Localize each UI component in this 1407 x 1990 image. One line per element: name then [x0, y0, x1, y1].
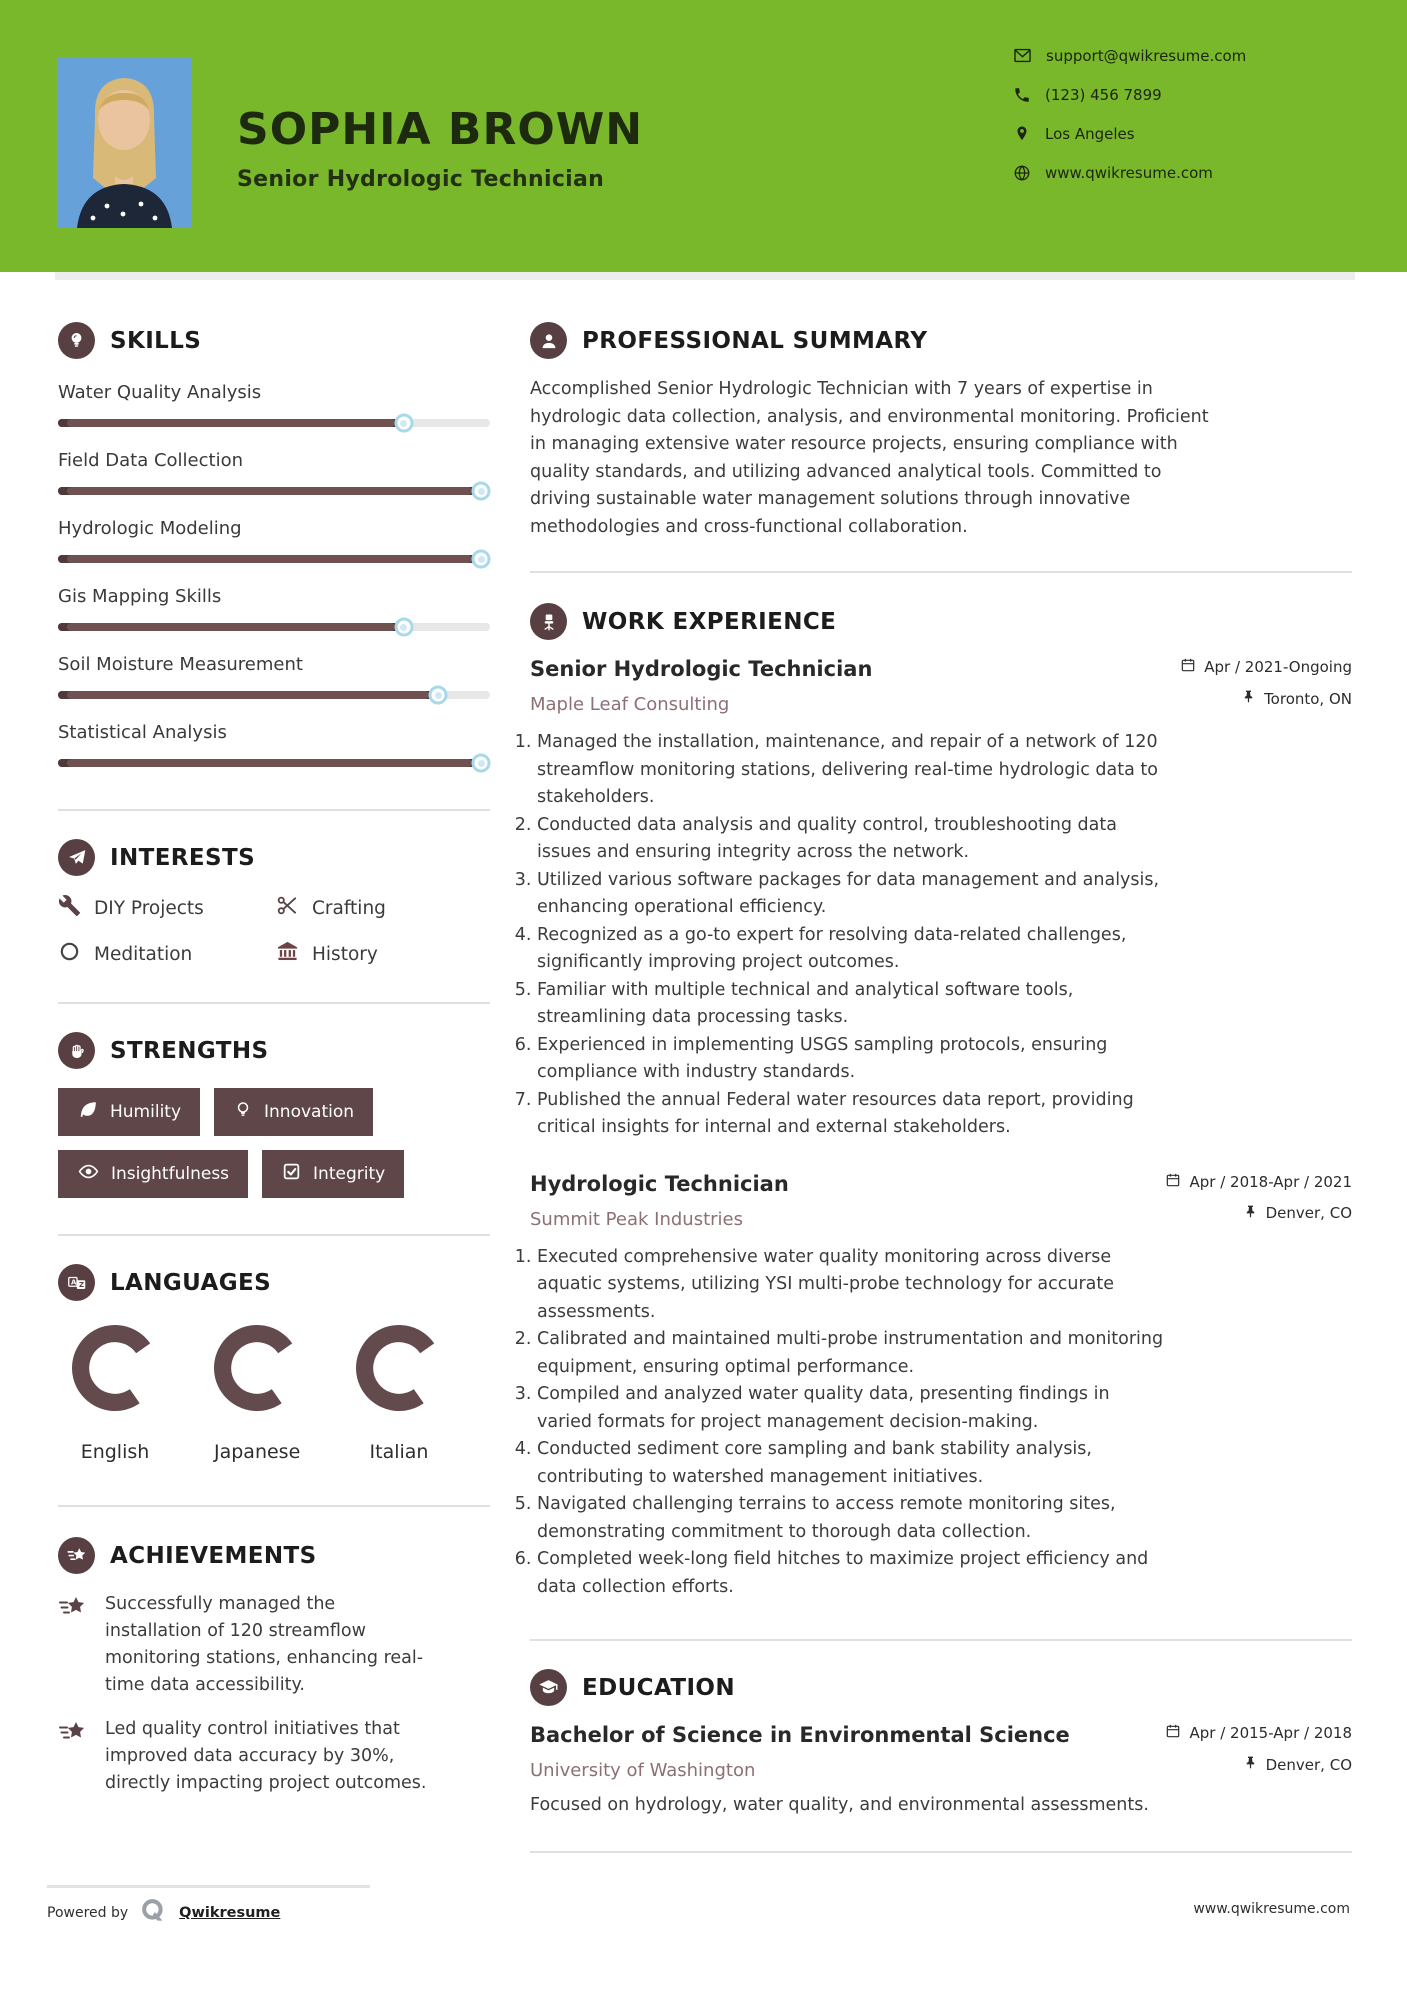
contact-website-text: www.qwikresume.com [1045, 164, 1213, 182]
skill-slider-handle[interactable] [472, 754, 491, 773]
strengths-heading: STRENGTHS [110, 1037, 269, 1064]
pushpin-icon [1243, 1755, 1258, 1774]
svg-text:A: A [70, 1277, 76, 1286]
achievement-text: Led quality control initiatives that improved data accuracy by 30%, directly impacting project outcomes. [105, 1719, 427, 1793]
job-header [530, 657, 1352, 715]
person-icon [530, 322, 567, 359]
education-section-heading [530, 1669, 1352, 1706]
skill-slider [58, 623, 490, 631]
contact-phone-text: (123) 456 7899 [1045, 86, 1162, 104]
pushpin-icon [1243, 1204, 1258, 1223]
section-divider [530, 571, 1352, 573]
bullet-item: 7. Published the annual Federal water resources data report, providing critical insights for internal and external stakeholders. [537, 1087, 1170, 1142]
language-label: Italian [369, 1441, 429, 1463]
job-header [530, 1172, 1352, 1230]
skill-label: Water Quality Analysis [58, 382, 262, 403]
strength-label: Innovation [264, 1102, 355, 1122]
interest-item [58, 894, 276, 922]
bulb-icon [233, 1100, 253, 1125]
strength-badge [214, 1088, 373, 1136]
contact-website [1013, 164, 1246, 182]
header-banner [0, 0, 1407, 272]
school-name: University of Washington [530, 1760, 756, 1781]
strength-badge [262, 1150, 404, 1198]
interest-item [276, 940, 490, 968]
right-column [530, 280, 1352, 1853]
scissors-icon [276, 894, 299, 922]
candidate-title: Senior Hydrologic Technician [237, 167, 605, 192]
language-arc-japanese [214, 1325, 300, 1411]
shooting-star-icon [58, 1593, 88, 1623]
languages-heading: LANGUAGES [110, 1269, 272, 1296]
shooting-star-icon [58, 1718, 88, 1748]
interest-item [276, 894, 490, 922]
contact-phone [1013, 86, 1246, 104]
summary-section-heading [530, 322, 1352, 359]
interest-label: Meditation [94, 943, 193, 965]
footer-powered-by [47, 1897, 280, 1928]
contact-block [1013, 46, 1246, 182]
skill-slider-fill [58, 555, 481, 563]
bullet-item: 1. Managed the installation, maintenance, and repair of a network of 120 streamflow monitoring stations, delivering real-time hydrologic data to stakeholders. [537, 729, 1170, 812]
education-dates-text: Apr / 2015-Apr / 2018 [1189, 1724, 1352, 1742]
language-label: English [80, 1441, 150, 1463]
interests-list [58, 894, 490, 968]
job-dates-text: Apr / 2021-Ongoing [1204, 658, 1352, 676]
wrench-icon [58, 894, 81, 922]
museum-icon [276, 940, 299, 968]
candidate-name: SOPHIA BROWN [237, 104, 644, 155]
skill-item [58, 586, 490, 631]
skill-slider-handle[interactable] [394, 414, 413, 433]
bullet-item: 1. Executed comprehensive water quality monitoring across diverse aquatic systems, utilizing YSI multi-probe technology for accurate assessments. [537, 1244, 1170, 1327]
interest-label: DIY Projects [94, 897, 204, 919]
achievement-item [58, 1716, 490, 1797]
skill-item [58, 722, 490, 767]
job-company: Summit Peak Industries [530, 1208, 743, 1230]
strength-label: Insightfulness [111, 1164, 230, 1184]
job-dates [1180, 657, 1352, 677]
skill-item [58, 382, 490, 427]
job-bullets [510, 729, 1170, 1142]
job-dates-text: Apr / 2018-Apr / 2021 [1189, 1172, 1352, 1191]
bullet-item: 2. Conducted data analysis and quality control, troubleshooting data issues and ensuring integrity across the network. [537, 812, 1170, 867]
skill-label: Soil Moisture Measurement [58, 654, 303, 675]
education-heading: EDUCATION [582, 1674, 736, 1701]
qwikresume-logo-icon [140, 1897, 167, 1928]
section-divider [58, 809, 490, 811]
bullet-item: 2. Calibrated and maintained multi-probe instrumentation and monitoring equipment, ensuring optimal performance. [537, 1326, 1170, 1381]
bullet-item: 3. Utilized various software packages for data management and analysis, enhancing operational efficiency. [537, 867, 1170, 922]
language-arcs [72, 1325, 490, 1411]
job-location-text: Denver, CO [1265, 1204, 1352, 1222]
strengths-section-heading [58, 1032, 490, 1069]
qwikresume-brand-link[interactable]: Qwikresume [179, 1904, 281, 1921]
skill-item [58, 654, 490, 699]
skill-slider-fill [58, 691, 438, 699]
degree-title: Bachelor of Science in Environmental Science [530, 1723, 1070, 1747]
profile-photo [57, 58, 192, 228]
interest-label: Crafting [312, 897, 386, 919]
job-bullets [510, 1244, 1170, 1602]
skill-label: Hydrologic Modeling [58, 518, 242, 539]
skill-slider [58, 759, 490, 767]
languages-section-heading [58, 1264, 490, 1301]
job-location [1165, 1204, 1352, 1223]
strength-label: Integrity [313, 1164, 386, 1184]
svg-text:Z: Z [78, 1280, 84, 1289]
job-location-text: Toronto, ON [1264, 689, 1352, 708]
paper-plane-icon [58, 839, 95, 876]
strength-badge [58, 1088, 200, 1136]
fist-icon [58, 1032, 95, 1069]
skill-slider-handle[interactable] [394, 618, 413, 637]
skills-heading: SKILLS [110, 327, 202, 354]
section-divider [530, 1851, 1352, 1853]
skill-item [58, 450, 490, 495]
bullet-item: 6. Experienced in implementing USGS sampling protocols, ensuring compliance with industry standards. [537, 1032, 1170, 1087]
footer-website: www.qwikresume.com [1193, 1901, 1350, 1917]
graduation-cap-icon [530, 1669, 567, 1706]
language-labels [72, 1441, 490, 1463]
calendar-icon [1165, 1723, 1181, 1743]
section-divider [58, 1234, 490, 1236]
section-divider [530, 1639, 1352, 1641]
contact-email-text: support@qwikresume.com [1046, 46, 1247, 65]
education-dates [1165, 1723, 1352, 1743]
summary-heading: PROFESSIONAL SUMMARY [582, 327, 928, 354]
education-note: Focused on hydrology, water quality, and environmental assessments. [530, 1795, 1149, 1815]
strength-badge [58, 1150, 248, 1198]
skill-label: Gis Mapping Skills [58, 586, 222, 607]
interest-label: History [312, 943, 378, 965]
pushpin-icon [1241, 689, 1256, 708]
summary-text: Accomplished Senior Hydrologic Technician with 7 years of expertise in hydrologic data collection, analysis, and environmental monitoring. Proficient in managing extensive water resource projects, ensuring compliance with quality standards, and utilizing advanced analytical tools. Committed to driving sustainable water management solutions through innovative methodologies and cross-functional collaboration. [530, 379, 1209, 537]
bullet-item: 4. Conducted sediment core sampling and bank stability analysis, contributing to watershed management initiatives. [537, 1436, 1170, 1491]
calendar-icon [1180, 657, 1196, 677]
bullet-item: 4. Recognized as a go-to expert for resolving data-related challenges, significantly improving project outcomes. [537, 922, 1170, 977]
job-dates [1165, 1172, 1352, 1192]
language-arc-english [72, 1325, 158, 1411]
skill-slider-fill [58, 419, 404, 427]
interests-section-heading [58, 839, 490, 876]
calendar-icon [1165, 1172, 1181, 1192]
skill-slider-handle[interactable] [472, 550, 491, 569]
interest-item [58, 940, 276, 968]
envelope-icon [1013, 46, 1032, 65]
skill-label: Field Data Collection [58, 450, 244, 471]
education-location [1165, 1755, 1352, 1774]
achievement-item [58, 1591, 490, 1699]
section-divider [58, 1505, 490, 1507]
footer-divider [47, 1885, 370, 1888]
section-divider [58, 1002, 490, 1004]
leaf-icon [77, 1099, 99, 1126]
skill-slider-fill [58, 487, 481, 495]
eye-icon [77, 1160, 100, 1188]
phone-icon [1013, 86, 1031, 104]
interests-heading: INTERESTS [110, 844, 256, 871]
bulb-icon [58, 322, 95, 359]
education-location-text: Denver, CO [1265, 1755, 1352, 1774]
left-column [58, 280, 490, 1797]
strength-label: Humility [110, 1102, 182, 1122]
translate-icon [58, 1264, 95, 1301]
bullet-item: 5. Familiar with multiple technical and analytical software tools, streamlining data processing tasks. [537, 977, 1170, 1032]
skills-section-heading [58, 322, 490, 359]
work-section-heading [530, 603, 1352, 640]
profile-photo-illustration [57, 58, 192, 228]
powered-by-label: Powered by [47, 1904, 129, 1921]
achievement-text: Successfully managed the installation of 120 streamflow monitoring stations, enhancing real-time data accessibility. [105, 1594, 424, 1695]
skill-slider [58, 691, 490, 699]
job-location [1180, 689, 1352, 708]
language-label: Japanese [214, 1441, 301, 1463]
language-arc-italian [356, 1325, 442, 1411]
skill-slider [58, 419, 490, 427]
contact-location [1013, 125, 1246, 143]
job-company: Maple Leaf Consulting [530, 694, 730, 715]
skill-slider [58, 555, 490, 563]
bullet-item: 3. Compiled and analyzed water quality data, presenting findings in varied formats for project management decision-making. [537, 1381, 1170, 1436]
work-heading: WORK EXPERIENCE [582, 608, 837, 635]
job-title: Hydrologic Technician [530, 1171, 789, 1196]
circle-icon [58, 940, 81, 968]
skill-slider [58, 487, 490, 495]
office-chair-icon [530, 603, 567, 640]
skill-slider-fill [58, 623, 404, 631]
checkbox-icon [281, 1161, 302, 1187]
bullet-item: 6. Completed week-long field hitches to maximize project efficiency and data collection efforts. [537, 1546, 1170, 1601]
strengths-badges [58, 1088, 490, 1198]
education-header [530, 1723, 1352, 1781]
achievements-heading: ACHIEVEMENTS [110, 1542, 317, 1569]
skill-slider-handle[interactable] [472, 482, 491, 501]
job-title: Senior Hydrologic Technician [530, 657, 873, 681]
contact-location-text: Los Angeles [1045, 125, 1135, 143]
skill-label: Statistical Analysis [58, 722, 227, 743]
achievements-section-heading [58, 1537, 490, 1574]
skill-slider-handle[interactable] [429, 686, 448, 705]
location-pin-icon [1013, 125, 1031, 143]
bullet-item: 5. Navigated challenging terrains to access remote monitoring sites, demonstrating commitment to thorough data collection. [537, 1491, 1170, 1546]
shooting-star-icon [58, 1537, 95, 1574]
contact-email [1013, 46, 1246, 65]
globe-icon [1013, 164, 1031, 182]
skill-slider-fill [58, 759, 481, 767]
header-shadow-strip [55, 272, 1355, 280]
skill-item [58, 518, 490, 563]
